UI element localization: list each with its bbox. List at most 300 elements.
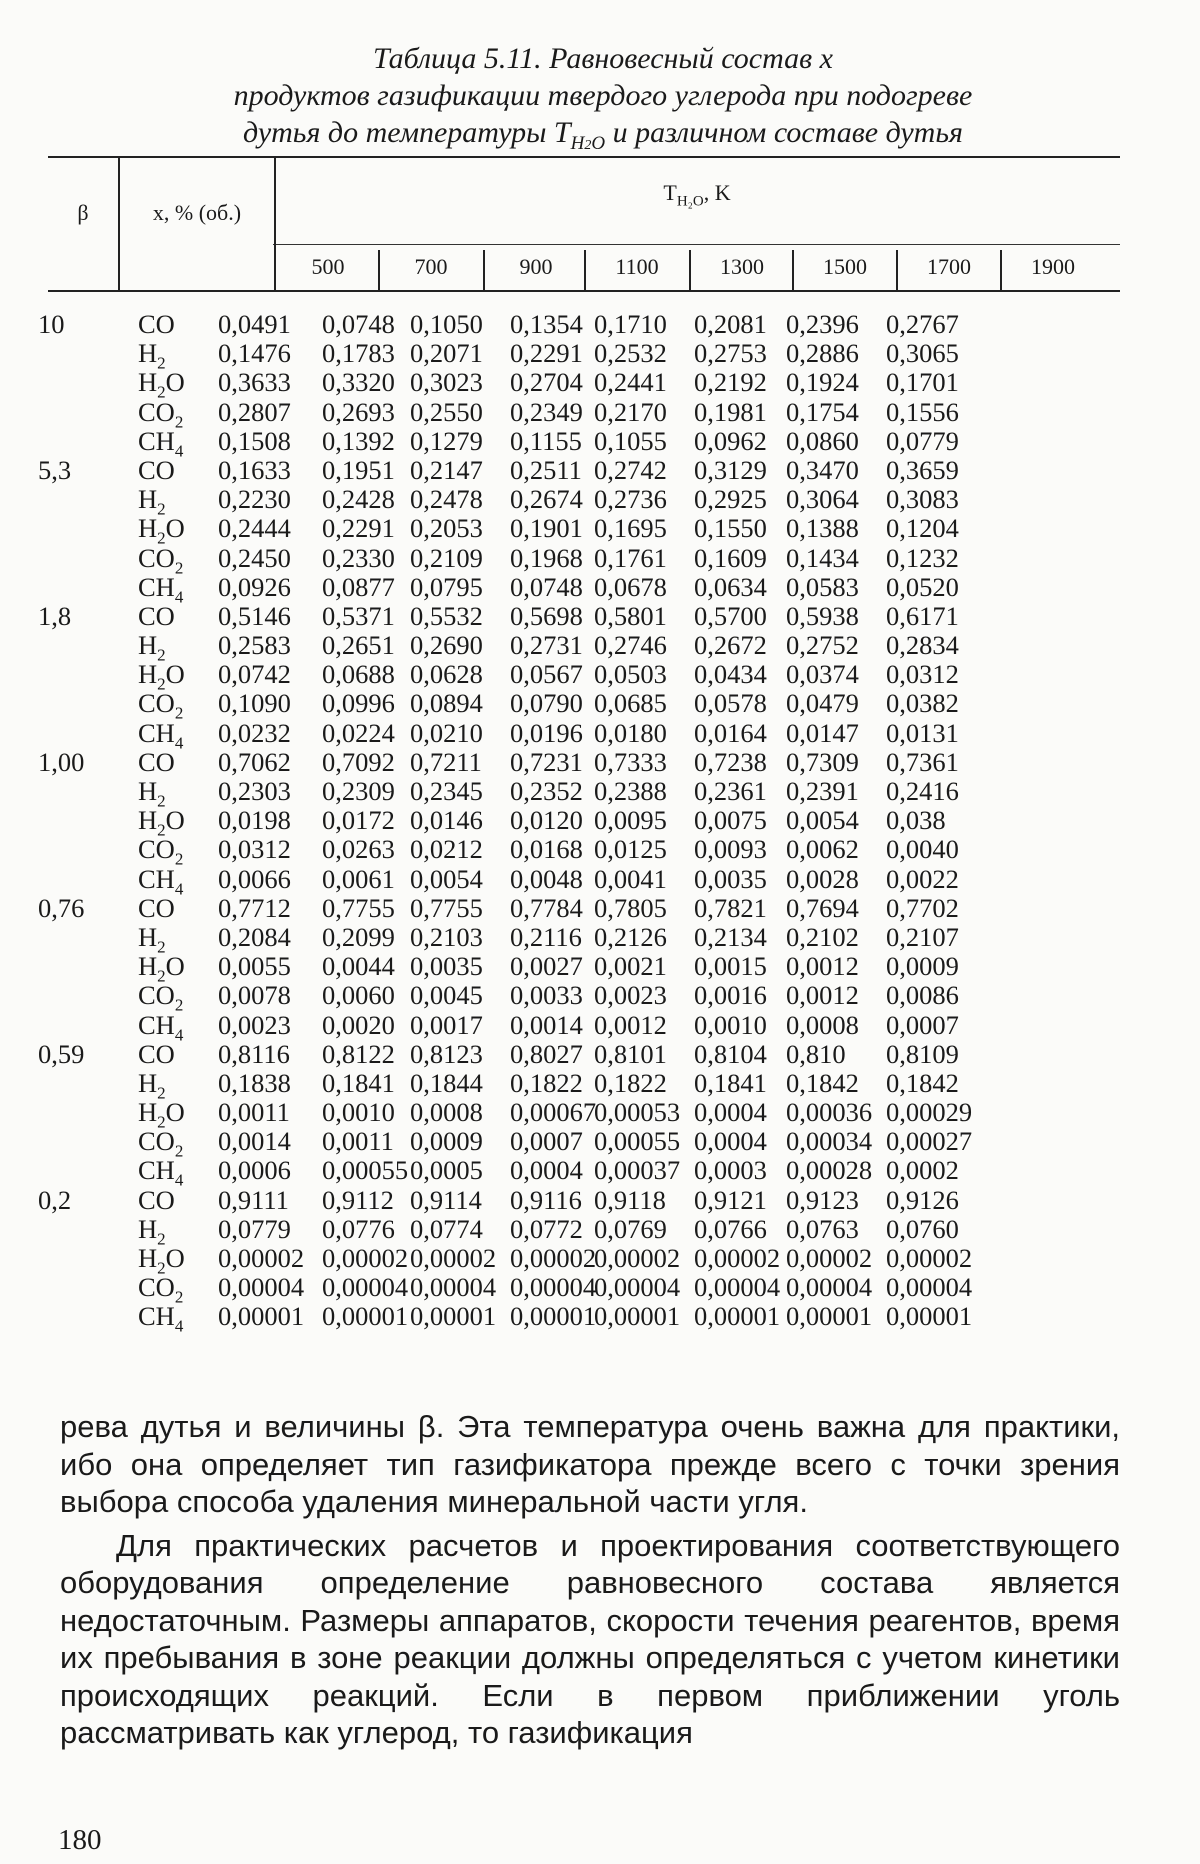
table-cell: 0,7361 [886,746,959,777]
table-cell: 0,0007 [510,1126,583,1157]
table-cell: 0,3320 [322,367,395,398]
table-cell: 0,1609 [694,542,767,573]
table-cell: 0,3023 [410,367,483,398]
table-cell: 0,2428 [322,484,395,515]
table-row [48,776,1128,811]
table-cell: 0,3659 [886,454,959,485]
table-cell: 0,7694 [786,892,859,923]
table-cell: 0,5532 [410,600,483,631]
table-cell: 0,0578 [694,688,767,719]
component-label: CO [138,309,175,339]
table-cell: 0,0078 [218,980,291,1011]
table-cell: 0,7092 [322,746,395,777]
component-label: $H_2O$ [138,1097,185,1132]
table-cell: 0,9111 [218,1184,289,1215]
table-cell: 0,2071 [410,338,483,369]
table-cell: 0,0760 [886,1213,959,1244]
table-cell: 0,00002 [510,1243,597,1273]
table-cell: 0,0180 [594,717,667,748]
table-cell: 0,6171 [886,600,959,631]
table-cell: 0,2053 [410,513,483,544]
table-cell: 0,2416 [886,776,959,806]
temperature-divider [792,250,794,290]
table-cell: 0,0520 [886,571,959,602]
table-cell: 0,0479 [786,688,859,719]
table-cell: 0,9114 [410,1184,482,1215]
table-cell: 0,0004 [694,1097,767,1128]
table-cell: 0,0210 [410,717,483,748]
table-row [38,1184,1128,1215]
table-cell: 0,0027 [510,951,583,982]
table-cell: 0,2753 [694,338,767,369]
caption-line-2: продуктов газификации твердого углерода при подогреве [233,79,973,112]
table-cell: 0,5146 [218,600,291,631]
table-cell: 0,0263 [322,834,395,865]
table-cell: 0,2099 [322,921,395,952]
table-cell: 0,0075 [694,805,767,836]
component-label: $CO_2$ [138,1272,184,1307]
table-cell: 0,0044 [322,951,395,982]
table-cell: 0,0061 [322,863,395,894]
table-cell: 0,2309 [322,776,395,806]
table-cell: 0,2693 [322,396,395,427]
component-label: $CO_2$ [138,834,184,869]
table-cell: 0,00002 [594,1243,681,1273]
body-text [60,1408,1120,1752]
table-cell: 0,0086 [886,980,959,1011]
component-label: $H_2O$ [138,1243,185,1278]
table-cell: 0,0779 [886,425,959,456]
table-cell: 0,2396 [786,309,859,339]
table-cell: 0,2767 [886,309,959,339]
temperature-header: 1900 [1031,254,1075,279]
table-row [48,425,1128,461]
table-cell: 0,0007 [886,1009,959,1040]
table-cell: 0,2532 [594,338,667,369]
table-cell: 0,0010 [322,1097,395,1128]
table-body [38,309,1128,1336]
table-row [48,542,1128,577]
table-cell: 0,038 [886,805,946,836]
table-cell: 0,00004 [694,1272,781,1303]
table-cell: 0,00055 [322,1155,409,1186]
table-cell: 0,00001 [322,1301,409,1332]
table-cell: 0,1633 [218,454,291,485]
table-cell: 0,2107 [886,921,959,952]
table-cell: 0,00002 [886,1243,973,1273]
temperature-header: 700 [414,254,448,279]
component-label: $H_2$ [138,338,166,373]
table-cell: 0,9121 [694,1184,767,1215]
table-cell: 0,7702 [886,892,959,923]
table-cell: 0,5801 [594,600,667,631]
header-temperature: $T_{H_2O}$, K [663,180,731,210]
table-row [48,951,1128,986]
component-label: $H_2$ [138,1067,166,1103]
table-cell: 0,2081 [694,309,767,339]
table-cell: 0,1550 [694,513,767,544]
table-cell: 0,0002 [886,1155,959,1186]
component-label: $H_2$ [138,921,166,957]
table-cell: 0,00028 [786,1155,873,1186]
table-cell: 0,0147 [786,717,859,748]
temperature-divider [689,250,691,290]
table-cell: 0,1838 [218,1067,291,1098]
table-cell: 0,9116 [510,1184,582,1215]
table-header-bottom-rule [48,290,1120,292]
table-cell: 0,2303 [218,776,291,806]
table-cell: 0,1822 [510,1067,583,1098]
temperature-header: 900 [519,254,553,279]
component-label: $CO_2$ [138,688,184,723]
temperature-header: 1500 [823,254,867,279]
component-label: $CH_4$ [138,1155,184,1190]
table-cell: 0,00004 [410,1272,497,1303]
table-row [48,805,1128,840]
table-cell: 0,1783 [322,338,395,369]
table-cell: 0,2511 [510,454,582,485]
table-cell: 0,2170 [594,396,667,427]
table-header-rule [273,244,1120,245]
component-label: $H_2$ [138,1213,166,1249]
table-cell: 0,7238 [694,746,767,777]
table-cell: 0,0894 [410,688,483,719]
caption-line-3: дутья до температуры $T_{H2O}$ и различном составе дутья [243,116,963,154]
component-label: $CO_2$ [138,980,184,1015]
table-cell: 0,1701 [886,367,959,398]
component-label: $CH_4$ [138,717,184,752]
table-cell: 0,00004 [594,1272,681,1303]
table-cell: 0,0146 [410,805,483,836]
table-cell: 0,00004 [218,1272,305,1303]
table-cell: 0,1901 [510,513,583,544]
table-cell: 0,2147 [410,454,483,485]
temperature-divider [584,250,586,290]
table-cell: 0,0224 [322,717,395,748]
table-cell: 0,00002 [322,1243,409,1273]
table-cell: 0,2731 [510,630,583,661]
table-row [48,980,1128,1015]
table-cell: 0,1754 [786,396,859,427]
table-cell: 0,00001 [594,1301,681,1332]
table-cell: 0,0769 [594,1213,667,1244]
table-cell: 0,9112 [322,1184,394,1215]
header-beta: β [77,200,89,225]
table-cell: 0,0763 [786,1213,859,1244]
table-cell: 0,2134 [694,921,767,952]
table-cell: 0,0005 [410,1155,483,1186]
table-cell: 0,3129 [694,454,767,485]
table-cell: 0,0312 [218,834,291,865]
table-cell: 0,810 [786,1038,846,1069]
table-cell: 0,2084 [218,921,291,952]
table-cell: 0,0742 [218,659,291,690]
table-cell: 0,1924 [786,367,859,398]
table-cell: 0,0685 [594,688,667,719]
table-cell: 0,1155 [510,425,582,456]
table-cell: 0,00001 [786,1301,873,1332]
table-cell: 0,0006 [218,1155,291,1186]
component-label: CO [138,746,175,777]
table-cell: 0,0131 [886,717,959,748]
component-label: $H_2O$ [138,659,185,694]
table-cell: 0,0196 [510,717,583,748]
header-x: x, % (об.) [152,200,242,225]
table-row [48,367,1128,402]
table-row [48,1243,1128,1278]
component-label: $H_2O$ [138,513,185,548]
table-cell: 0,0062 [786,834,859,865]
table-cell: 0,1968 [510,542,583,573]
paragraph-2: Для практических расчетов и проектирования соответствующего оборудования определение равновесного состава является недостаточным. Размеры аппаратов, скорости течения реагентов, время их пребывания в зоне реакции должны определяться с учетом кинетики происходящих реакций. Если в первом приближении уголь рассматривать как углерод, то газификация [60,1527,1120,1750]
table-cell: 0,0016 [694,980,767,1011]
table-cell: 0,0045 [410,980,483,1011]
table-cell: 0,0491 [218,309,291,339]
table-cell: 0,0926 [218,571,291,602]
table-cell: 0,1204 [886,513,959,544]
table-cell: 0,5698 [510,600,583,631]
component-label: CO [138,1038,175,1069]
table-row [38,309,1128,339]
table-row [48,688,1128,723]
table-cell: 0,0060 [322,980,395,1011]
table-cell: 0,1841 [322,1067,395,1098]
table-cell: 0,3083 [886,484,959,515]
table-row [38,746,1128,777]
table-row [48,863,1128,898]
table-cell: 0,0014 [510,1009,583,1040]
table-row [48,1301,1128,1336]
table-cell: 0,0095 [594,805,667,836]
table-cell: 0,2291 [510,338,583,369]
table-cell: 0,2925 [694,484,767,515]
table-cell: 0,2330 [322,542,395,573]
table-row [48,1155,1128,1190]
table-cell: 0,0017 [410,1009,483,1040]
table-cell: 0,2192 [694,367,767,398]
table-cell: 0,0009 [886,951,959,982]
component-label: $H_2O$ [138,367,185,402]
table-cell: 0,2116 [510,921,582,952]
table-cell: 0,00037 [594,1155,681,1186]
table-cell: 0,8109 [886,1038,959,1069]
table-cell: 0,7062 [218,746,291,777]
table-cell: 0,00053 [594,1097,681,1128]
table-cell: 0,0054 [786,805,859,836]
table-cell: 0,0035 [410,951,483,982]
table-cell: 0,0010 [694,1009,767,1040]
component-label: $H_2$ [138,776,166,811]
table-cell: 0,7309 [786,746,859,777]
table-cell: 0,0004 [694,1126,767,1157]
beta-value: 10 [38,309,65,339]
temperature-header: 1100 [615,254,659,279]
temperature-divider [1000,250,1002,290]
table-row [48,834,1128,869]
table-cell: 0,7231 [510,746,583,777]
table-cell: 0,0503 [594,659,667,690]
table-cell: 0,0012 [594,1009,667,1040]
table-cell: 0,1981 [694,396,767,427]
table-cell: 0,0012 [786,951,859,982]
table-row [48,513,1128,548]
table-cell: 0,7211 [410,746,482,777]
table-row [48,1213,1128,1249]
page [38,40,1128,1856]
table-row [48,659,1128,694]
table-cell: 0,2230 [218,484,291,515]
table-cell: 0,2352 [510,776,583,806]
table-cell: 0,2345 [410,776,483,806]
table-cell: 0,7333 [594,746,667,777]
table-cell: 0,0055 [218,951,291,982]
table-cell: 0,2807 [218,396,291,427]
component-label: CO [138,454,175,485]
table-cell: 0,2391 [786,776,859,806]
table-cell: 0,1392 [322,425,395,456]
table-cell: 0,0962 [694,425,767,456]
table-cell: 0,0020 [322,1009,395,1040]
table-cell: 0,8122 [322,1038,395,1069]
component-label: $H_2O$ [138,805,185,840]
caption-line-1: Таблица 5.11. Равновесный состав x [373,42,833,75]
table-cell: 0,0996 [322,688,395,719]
table-cell: 0,00001 [410,1301,497,1332]
table-cell: 0,1090 [218,688,291,719]
table-cell: 0,0678 [594,571,667,602]
table-cell: 0,0008 [410,1097,483,1128]
table-cell: 0,2886 [786,338,859,369]
table-row [48,396,1128,431]
table-cell: 0,0011 [322,1126,394,1157]
table-cell: 0,2550 [410,396,483,427]
table-cell: 0,0434 [694,659,767,690]
table-cell: 0,8027 [510,1038,583,1069]
table-cell: 0,0776 [322,1213,395,1244]
table-cell: 0,0125 [594,834,667,865]
beta-value: 5,3 [38,454,72,485]
table-cell: 0,00001 [694,1301,781,1332]
table-cell: 0,2349 [510,396,583,427]
table-cell: 0,00029 [886,1097,973,1128]
component-label: $CO_2$ [138,396,184,431]
table-cell: 0,1842 [886,1067,959,1098]
table-cell: 0,00001 [510,1301,597,1332]
table-cell: 0,2583 [218,630,291,661]
table-cell: 0,0748 [510,571,583,602]
table-cell: 0,0040 [886,834,959,865]
table-cell: 0,0023 [218,1009,291,1040]
table-row [48,717,1128,752]
table-cell: 0,0172 [322,805,395,836]
component-label: CO [138,600,175,631]
component-label: $CH_4$ [138,571,184,606]
table-cell: 0,00055 [594,1126,681,1157]
table-cell: 0,00004 [322,1272,409,1303]
table-cell: 0,0860 [786,425,859,456]
table-cell: 0,00004 [510,1272,597,1303]
table-cell: 0,1951 [322,454,395,485]
table-cell: 0,0003 [694,1155,767,1186]
table-cell: 0,00004 [886,1272,973,1303]
table-cell: 0,2752 [786,630,859,661]
component-label: CO [138,892,175,923]
table-cell: 0,2102 [786,921,859,952]
table-cell: 0,0023 [594,980,667,1011]
paragraph-1: рева дутья и величины β. Эта температура очень важна для практики, ибо она определяет тип газификатора прежде всего с точки зрения выбора способа удаления минеральной части угля. [60,1409,1120,1519]
table-cell: 0,0035 [694,863,767,894]
temperature-header: 1700 [927,254,971,279]
table-cell: 0,2444 [218,513,291,544]
table-cell: 0,0198 [218,805,291,836]
table-cell: 0,1844 [410,1067,483,1098]
table-cell: 0,1434 [786,542,859,573]
table-cell: 0,0011 [218,1097,290,1128]
table-cell: 0,0790 [510,688,583,719]
component-label: $CH_4$ [138,1301,184,1336]
table-cell: 0,0041 [594,863,667,894]
table-cell: 0,0164 [694,717,767,748]
component-label: $CH_4$ [138,1009,184,1044]
table-cell: 0,0028 [786,863,859,894]
component-label: $CH_4$ [138,863,184,898]
table-cell: 0,1822 [594,1067,667,1098]
table-cell: 0,2834 [886,630,959,661]
table-cell: 0,00034 [786,1126,873,1157]
table-cell: 0,7755 [322,892,395,923]
table-cell: 0,00001 [886,1301,973,1332]
table-row [48,1126,1128,1161]
table-cell: 0,2742 [594,454,667,485]
table-cell: 0,0567 [510,659,583,690]
table-cell: 0,2690 [410,630,483,661]
table-cell: 0,2126 [594,921,667,952]
table-cell: 0,0048 [510,863,583,894]
table-cell: 0,2109 [410,542,483,573]
temperature-divider [378,250,380,290]
table-row [48,484,1128,519]
table-cell: 0,8101 [594,1038,667,1069]
table-cell: 0,2746 [594,630,667,661]
table-cell: 0,0748 [322,309,395,339]
table-cell: 0,0009 [410,1126,483,1157]
table-cell: 0,1556 [886,396,959,427]
table-cell: 0,0779 [218,1213,291,1244]
table-cell: 0,1842 [786,1067,859,1098]
temperature-header: 1300 [720,254,764,279]
table-row [48,1009,1128,1044]
table-cell: 0,1055 [594,425,667,456]
beta-value: 0,2 [38,1184,72,1215]
table-row [38,600,1128,631]
table-cell: 0,0093 [694,834,767,865]
table-cell: 0,0772 [510,1213,583,1244]
table-row [48,630,1128,665]
table-cell: 0,0022 [886,863,959,894]
table-cell: 0,00002 [410,1243,497,1273]
temperature-divider [896,250,898,290]
table-cell: 0,0168 [510,834,583,865]
table-cell: 0,7821 [694,892,767,923]
page-number: 180 [58,1824,102,1856]
table-cell: 0,5371 [322,600,395,631]
table-row [48,1097,1128,1132]
component-label: $CO_2$ [138,542,184,577]
beta-value: 1,00 [38,746,85,777]
table-row [38,1038,1128,1069]
table-cell: 0,0766 [694,1213,767,1244]
table-cell: 0,1388 [786,513,859,544]
